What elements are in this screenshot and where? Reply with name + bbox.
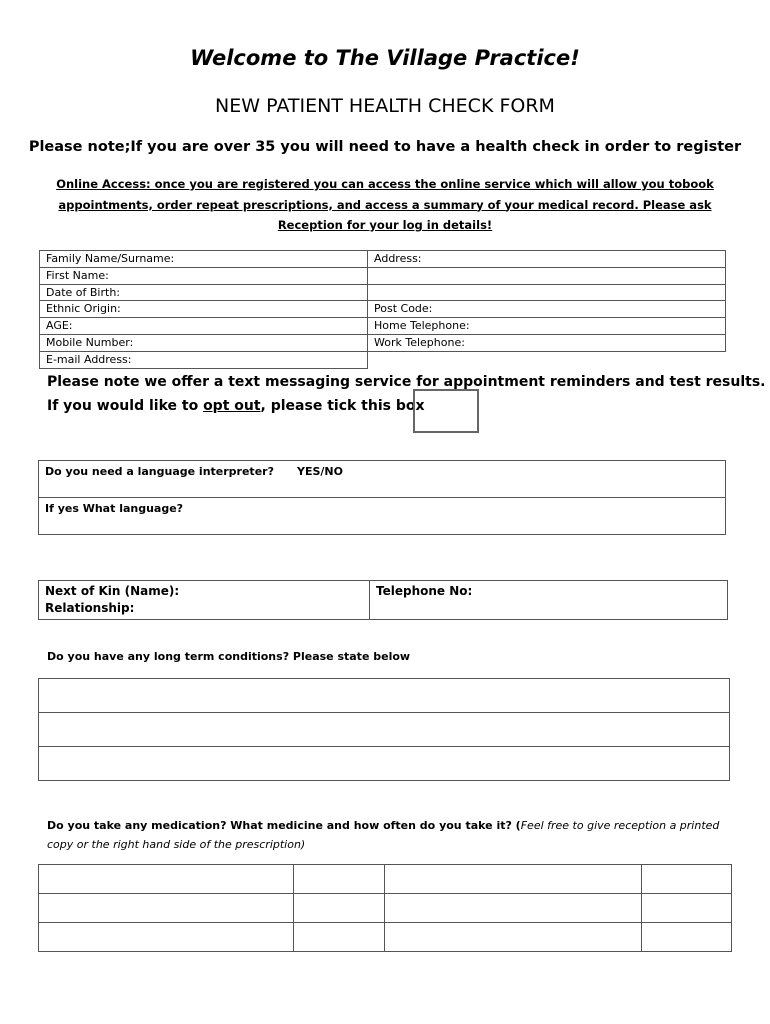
address-line-3[interactable] bbox=[368, 284, 726, 301]
medication-cell[interactable] bbox=[642, 865, 732, 894]
ethnic-origin-label: Ethnic Origin: bbox=[46, 302, 121, 316]
age-field[interactable] bbox=[40, 318, 368, 335]
condition-row[interactable] bbox=[39, 747, 730, 781]
interpreter-question: Do you need a language interpreter? bbox=[45, 465, 274, 478]
opt-out-checkbox[interactable] bbox=[413, 389, 479, 433]
home-telephone-label: Home Telephone: bbox=[374, 319, 470, 333]
empty-cell bbox=[368, 351, 726, 368]
post-code-field[interactable] bbox=[368, 301, 726, 318]
age-note: Please note;If you are over 35 you will need to have a health check in order to register bbox=[28, 139, 742, 155]
address-line-2[interactable] bbox=[368, 267, 726, 284]
address-field[interactable] bbox=[368, 251, 726, 268]
mobile-label: Mobile Number: bbox=[46, 335, 134, 349]
email-field[interactable] bbox=[40, 351, 368, 368]
age-label: AGE: bbox=[46, 319, 73, 333]
opt-out-text: opt out bbox=[203, 398, 261, 414]
first-name-field[interactable] bbox=[40, 267, 368, 284]
medication-cell[interactable] bbox=[39, 865, 294, 894]
next-of-kin-label: Next of Kin (Name): bbox=[45, 584, 180, 598]
post-code-label: Post Code: bbox=[374, 302, 433, 316]
text-messaging-line1: Please note we offer a text messaging service for appointment reminders and test results. bbox=[47, 374, 766, 390]
language-label: If yes What language? bbox=[45, 502, 184, 515]
interpreter-field[interactable] bbox=[39, 461, 726, 498]
work-telephone-field[interactable] bbox=[368, 334, 726, 351]
language-field[interactable] bbox=[39, 498, 726, 535]
text-messaging-line2 bbox=[47, 394, 765, 418]
medication-table bbox=[38, 864, 732, 952]
next-of-kin-table bbox=[38, 580, 728, 620]
dob-label: Date of Birth: bbox=[46, 285, 121, 299]
interpreter-options: YES/NO bbox=[297, 465, 343, 478]
kin-telephone-label: Telephone No: bbox=[376, 584, 473, 598]
medication-cell[interactable] bbox=[385, 865, 642, 894]
kin-telephone-field[interactable] bbox=[370, 581, 728, 620]
welcome-heading: Welcome to The Village Practice! bbox=[190, 46, 580, 70]
opt-out-prefix: If you would like to bbox=[47, 398, 204, 414]
long-term-conditions-table bbox=[38, 678, 730, 781]
medication-cell[interactable] bbox=[294, 894, 385, 923]
medication-cell[interactable] bbox=[642, 894, 732, 923]
address-label: Address: bbox=[374, 252, 422, 265]
ethnic-origin-field[interactable] bbox=[40, 301, 368, 318]
email-label: E-mail Address: bbox=[46, 352, 132, 366]
relationship-label: Relationship: bbox=[45, 601, 135, 615]
form-title: NEW PATIENT HEALTH CHECK FORM bbox=[215, 95, 555, 117]
medication-cell[interactable] bbox=[385, 923, 642, 952]
work-telephone-label: Work Telephone: bbox=[374, 335, 465, 349]
patient-details-table bbox=[39, 250, 726, 369]
long-term-conditions-label: Do you have any long term conditions? Please state below bbox=[47, 650, 411, 663]
medication-cell[interactable] bbox=[642, 923, 732, 952]
medication-cell[interactable] bbox=[294, 865, 385, 894]
online-access-note: Online Access: once you are registered you can access the online service which will allow you tobook appointments, order repeat prescriptions, and access a summary of your medical record. Please ask Reception for your log in details! bbox=[56, 177, 714, 232]
family-name-label: Family Name/Surname: bbox=[46, 252, 175, 265]
medication-cell[interactable] bbox=[294, 923, 385, 952]
medication-question: Do you take any medication? What medicine and how often do you take it? ( bbox=[47, 819, 521, 832]
home-telephone-field[interactable] bbox=[368, 318, 726, 335]
first-name-label: First Name: bbox=[46, 268, 109, 282]
medication-cell[interactable] bbox=[39, 894, 294, 923]
medication-note: Feel free to give reception a printed copy or the right hand side of the prescription) bbox=[47, 819, 720, 851]
next-of-kin-field[interactable] bbox=[39, 581, 370, 620]
family-name-field[interactable] bbox=[40, 251, 368, 268]
dob-field[interactable] bbox=[40, 284, 368, 301]
mobile-field[interactable] bbox=[40, 334, 368, 351]
condition-row[interactable] bbox=[39, 679, 730, 713]
interpreter-table bbox=[38, 460, 726, 535]
medication-cell[interactable] bbox=[385, 894, 642, 923]
condition-row[interactable] bbox=[39, 713, 730, 747]
medication-cell[interactable] bbox=[39, 923, 294, 952]
text-messaging-note bbox=[47, 370, 765, 418]
medication-label bbox=[47, 816, 727, 854]
opt-out-suffix: , please tick this box bbox=[260, 398, 425, 414]
